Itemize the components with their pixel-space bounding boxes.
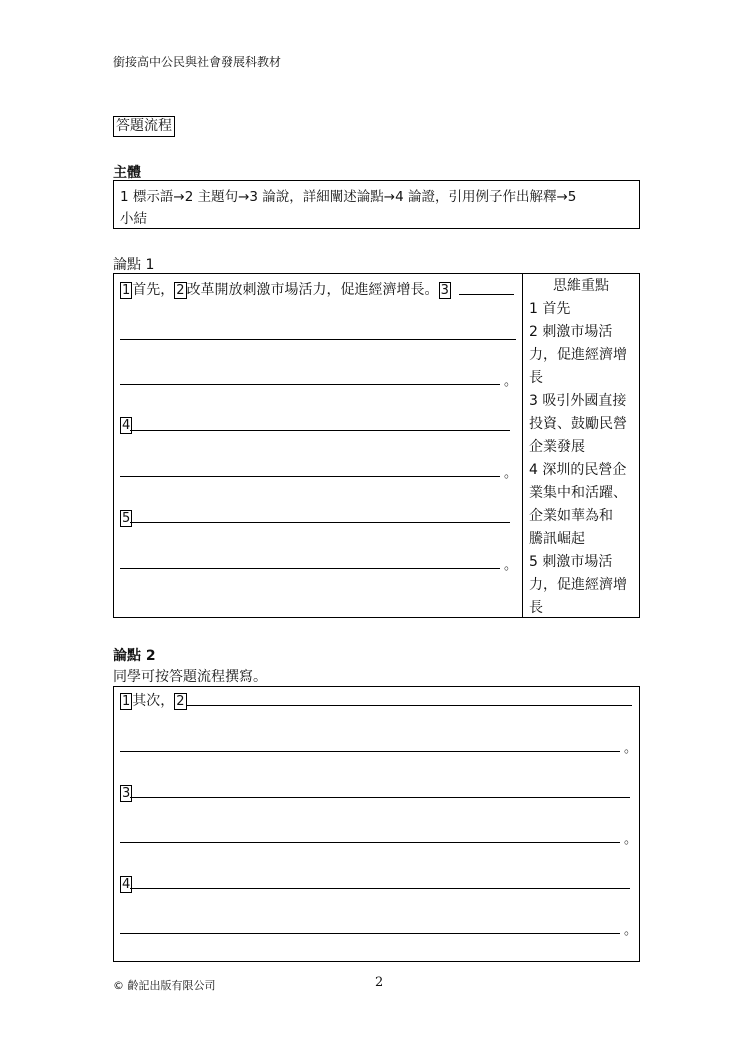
thinking-point-line: 4 深圳的民營企: [529, 462, 627, 478]
thinking-point-line: 騰訊崛起: [529, 531, 585, 547]
point1-text1: 首先，: [132, 282, 175, 298]
point1-answer-line[interactable]: [120, 339, 516, 340]
point1-period: 。: [504, 558, 518, 573]
main-body-line1: 1 標示語→2 主題句→3 論說，詳細闡述論點→4 論證，引用例子作出解釋→5: [120, 189, 577, 205]
thinking-point-line: 力，促進經濟增: [529, 577, 627, 593]
thinking-point-line: 5 刺激市場活: [529, 554, 613, 570]
point1-box: [113, 273, 640, 618]
point2-num2: 2: [176, 694, 185, 709]
thinking-point-line: 1 首先: [529, 301, 571, 317]
thinking-points-title: 思維重點: [553, 278, 609, 294]
point2-first-line: [120, 690, 187, 710]
page-number: 2: [375, 975, 384, 990]
point2-period: 。: [624, 741, 638, 756]
page-header: 銜接高中公民與社會發展科教材: [113, 55, 282, 69]
point1-period: 。: [504, 374, 518, 389]
point1-answer-line[interactable]: [130, 522, 510, 523]
point1-num3: 3: [440, 283, 449, 298]
thinking-point-line: 3 吸引外國直接: [529, 393, 627, 409]
point2-label: 論點 2: [113, 648, 156, 664]
thinking-point-line: 長: [529, 370, 543, 386]
point1-num4: 4: [122, 418, 131, 433]
point1-answer-line[interactable]: [130, 430, 510, 431]
point1-num2: 2: [176, 283, 185, 298]
point1-label: 論點 1: [113, 257, 155, 273]
section-title: 答題流程: [113, 116, 175, 137]
thinking-point-line: 長: [529, 600, 543, 616]
point2-num3: 3: [122, 786, 131, 801]
point1-answer-line[interactable]: [120, 384, 500, 385]
point2-answer-line[interactable]: [120, 751, 620, 752]
main-body-label: 主體: [113, 165, 141, 181]
point2-answer-line[interactable]: [120, 842, 620, 843]
point2-num4: 4: [122, 877, 131, 892]
point2-answer-line[interactable]: [120, 933, 620, 934]
thinking-point-line: 業集中和活躍、: [529, 485, 627, 501]
copyright-notice: © 齡記出版有限公司: [113, 979, 216, 992]
thinking-point-line: 投資、鼓勵民營: [529, 416, 627, 432]
point2-period: 。: [624, 923, 638, 938]
point1-text2: 改革開放刺激市場活力，促進經濟增長。: [186, 282, 439, 298]
main-body-line2: 小結: [120, 211, 147, 227]
point1-num1: 1: [122, 283, 131, 298]
point2-answer-line[interactable]: [186, 705, 632, 706]
point1-period: 。: [504, 466, 518, 481]
point2-period: 。: [624, 832, 638, 847]
point2-num1: 1: [122, 694, 131, 709]
point1-first-line: [120, 279, 451, 299]
point2-answer-line[interactable]: [130, 888, 630, 889]
thinking-point-line: 2 刺激市場活: [529, 324, 613, 340]
thinking-point-line: 企業發展: [529, 439, 585, 455]
main-body-box: [113, 180, 640, 229]
point1-answer-line[interactable]: [459, 294, 514, 295]
thinking-point-line: 力，促進經濟增: [529, 347, 627, 363]
point1-answer-line[interactable]: [120, 568, 500, 569]
point2-answer-line[interactable]: [130, 797, 630, 798]
point1-divider: [522, 274, 523, 617]
point1-answer-line[interactable]: [120, 476, 500, 477]
point2-box: [113, 686, 640, 962]
point1-num5: 5: [122, 511, 131, 526]
thinking-points-list: [529, 298, 635, 620]
point2-text1: 其次，: [132, 693, 175, 709]
point2-instruction: 同學可按答題流程撰寫。: [113, 669, 267, 685]
thinking-point-line: 企業如華為和: [529, 508, 613, 524]
